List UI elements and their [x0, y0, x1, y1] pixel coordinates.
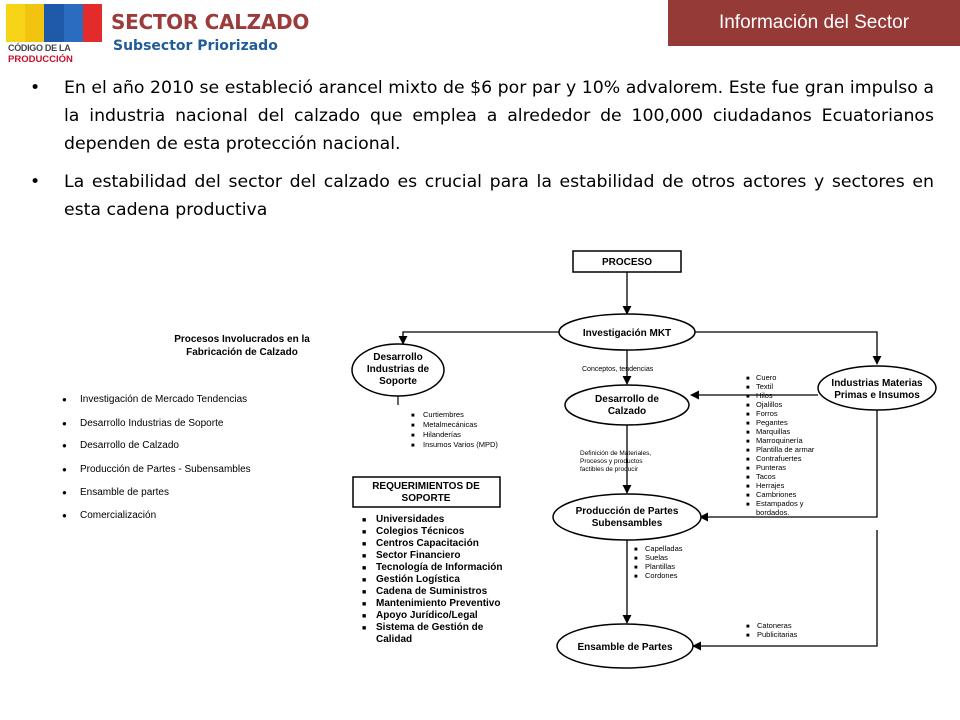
requerimientos-bullet-icon: ■ — [362, 589, 367, 596]
materias-item: Hilos — [756, 391, 773, 400]
requerimientos-bullet-icon: ■ — [362, 625, 367, 632]
materias-item: Cambriones — [756, 490, 797, 499]
soporte-item: Curtiembres — [423, 410, 464, 419]
requerimientos-item: Apoyo Jurídico/Legal — [376, 610, 478, 621]
partes-item: Capelladas — [645, 544, 683, 553]
requerimientos-title-2: SOPORTE — [401, 493, 451, 504]
desarrollo-calzado-label-2: Calzado — [607, 406, 647, 417]
procesos-item: Desarrollo Industrias de Soporte — [80, 418, 224, 429]
procesos-item: Producción de Partes - Subensambles — [80, 464, 251, 475]
industrias-materias-label-2: Primas e Insumos — [834, 390, 920, 401]
requerimientos-bullet-icon: ■ — [362, 541, 367, 548]
procesos-item: Comercialización — [80, 510, 157, 521]
materias-item: Ojalillos — [756, 400, 783, 409]
definicion-label-3: factibles de producir — [580, 466, 639, 473]
logo-text-line2: PRODUCCIÓN — [8, 54, 73, 65]
materias-bullet-icon: ■ — [746, 394, 750, 400]
requerimientos-item: Gestión Logística — [376, 574, 460, 585]
desarrollo-calzado-label-1: Desarrollo de — [595, 394, 659, 405]
materias-item: bordados. — [756, 508, 790, 517]
procesos-item: Ensamble de partes — [80, 487, 169, 498]
soporte-bullet-icon: ■ — [411, 433, 415, 439]
materias-item: Plantilla de armar — [756, 445, 815, 454]
bullet-dot-icon: • — [30, 78, 41, 98]
materias-item: Textil — [756, 382, 774, 391]
requerimientos-item: Sector Financiero — [376, 550, 461, 561]
page-subtitle: Subsector Priorizado — [113, 38, 278, 54]
procesos-bullet-icon: ● — [62, 419, 67, 428]
soporte-items-list — [411, 410, 498, 449]
requerimientos-title-1: REQUERIMIENTOS DE — [372, 481, 480, 492]
desarrollo-industrias-label-2: Industrias de — [366, 364, 430, 375]
soporte-bullet-icon: ■ — [411, 413, 415, 419]
soporte-item: Metalmecánicas — [423, 420, 478, 429]
partes-item: Cordones — [645, 571, 678, 580]
requerimientos-bullet-icon: ■ — [362, 577, 367, 584]
materias-bullet-icon: ■ — [746, 466, 750, 472]
procesos-bullet-icon: ● — [62, 465, 67, 474]
materias-item: Cuero — [756, 373, 777, 382]
materias-bullet-icon: ■ — [746, 502, 750, 508]
materias-bullet-icon: ■ — [746, 385, 750, 391]
soporte-bullet-icon: ■ — [411, 423, 415, 429]
procesos-bullet-icon: ● — [62, 511, 67, 520]
section-tag: Información del Sector — [668, 0, 960, 46]
bullet-dot-icon: • — [30, 172, 41, 192]
materias-bullet-icon: ■ — [746, 421, 750, 427]
procesos-bullet-icon: ● — [62, 395, 67, 404]
materias-item: Pegantes — [756, 418, 788, 427]
materias-bullet-icon: ■ — [746, 484, 750, 490]
materias-item: Marroquinería — [756, 436, 803, 445]
proceso-label: PROCESO — [601, 257, 653, 268]
definicion-label-2: Procesos y productos — [580, 458, 643, 465]
requerimientos-bullet-icon: ■ — [362, 601, 367, 608]
industrias-materias-label-1: Industrias Materias — [831, 378, 923, 389]
partes-item: Plantillas — [645, 562, 676, 571]
requerimientos-item: Universidades — [376, 514, 445, 525]
materias-item: Estampados y — [756, 499, 804, 508]
requerimientos-item: Cadena de Suministros — [376, 586, 488, 597]
desarrollo-calzado-node — [565, 385, 689, 425]
procesos-item: Desarrollo de Calzado — [80, 440, 179, 451]
soporte-item: Insumos Varios (MPD) — [423, 440, 498, 449]
partes-bullet-icon: ■ — [634, 565, 638, 571]
produccion-node — [553, 494, 701, 540]
logo-text-line1: CÓDIGO DE LA — [8, 43, 71, 53]
desarrollo-industrias-label-3: Soporte — [379, 376, 417, 387]
investigacion-label: Investigación MKT — [582, 328, 672, 339]
materias-bullet-icon: ■ — [746, 412, 750, 418]
requerimientos-item: Calidad — [376, 634, 413, 645]
materias-bullet-icon: ■ — [746, 376, 750, 382]
materias-bullet-icon: ■ — [746, 430, 750, 436]
materias-bullet-icon: ■ — [746, 493, 750, 499]
cartoneras-list — [746, 621, 798, 639]
materias-bullet-icon: ■ — [746, 403, 750, 409]
materias-item: Herrajes — [756, 481, 785, 490]
partes-bullet-icon: ■ — [634, 547, 638, 553]
materias-item: Contrafuertes — [756, 454, 802, 463]
bullet-text: En el año 2010 se estableció arancel mixto de $6 por par y 10% advalorem. Este fue gran impulso a la industria nacional del calzado que emplea a alrededor de 100,000 ciudadanos Ecuatorianos dependen de esta protección nacional. — [64, 78, 934, 154]
materias-bullet-icon: ■ — [746, 475, 750, 481]
definicion-label-1: Definición de Materiales, — [580, 450, 652, 457]
procesos-title-1: Procesos Involucrados en la — [174, 334, 310, 345]
requerimientos-item: Centros Capacitación — [376, 538, 479, 549]
requerimientos-list — [362, 514, 503, 645]
materias-item: Forros — [756, 409, 778, 418]
cartoneras-bullet-icon: ■ — [746, 624, 750, 630]
cartoneras-item: Catoneras — [757, 621, 792, 630]
requerimientos-item: Mantenimiento Preventivo — [376, 598, 501, 609]
requerimientos-item: Tecnología de Información — [376, 562, 503, 573]
partes-item: Suelas — [645, 553, 668, 562]
desarrollo-industrias-label-1: Desarrollo — [373, 352, 423, 363]
cartoneras-bullet-icon: ■ — [746, 633, 750, 639]
requerimientos-bullet-icon: ■ — [362, 553, 367, 560]
arrow-investigacion-industrias — [695, 332, 877, 364]
materias-bullet-icon: ■ — [746, 448, 750, 454]
materias-bullet-icon: ■ — [746, 439, 750, 445]
produccion-label-1: Producción de Partes — [575, 506, 679, 517]
conceptos-label: Conceptos, tendencias — [582, 366, 654, 373]
materias-item: Marquillas — [756, 427, 791, 436]
partes-bullet-icon: ■ — [634, 574, 638, 580]
requerimientos-bullet-icon: ■ — [362, 517, 367, 524]
ensamble-label: Ensamble de Partes — [577, 642, 673, 653]
procesos-list — [62, 394, 251, 521]
arrow-investigacion-desarrollo-ind — [403, 332, 559, 344]
procesos-bullet-icon: ● — [62, 441, 67, 450]
requerimientos-bullet-icon: ■ — [362, 529, 367, 536]
soporte-item: Hilanderías — [423, 430, 461, 439]
soporte-bullet-icon: ■ — [411, 443, 415, 449]
materias-item: Punteras — [756, 463, 787, 472]
produccion-label-2: Subensambles — [591, 518, 663, 529]
partes-bullet-icon: ■ — [634, 556, 638, 562]
materias-item: Tacos — [756, 472, 776, 481]
cartoneras-item: Publicitarias — [757, 630, 798, 639]
procesos-title-2: Fabricación de Calzado — [186, 347, 298, 358]
bullet-text: La estabilidad del sector del calzado es crucial para la estabilidad de otros actores y sectores en esta cadena productiva — [64, 172, 934, 220]
procesos-item: Investigación de Mercado Tendencias — [80, 394, 248, 405]
requerimientos-bullet-icon: ■ — [362, 565, 367, 572]
page-title: SECTOR CALZADO — [111, 10, 310, 34]
requerimientos-item: Sistema de Gestión de — [376, 622, 484, 633]
requerimientos-bullet-icon: ■ — [362, 613, 367, 620]
procesos-bullet-icon: ● — [62, 488, 67, 497]
materias-bullet-icon: ■ — [746, 457, 750, 463]
requerimientos-item: Colegios Técnicos — [376, 526, 465, 537]
partes-list — [634, 544, 683, 580]
